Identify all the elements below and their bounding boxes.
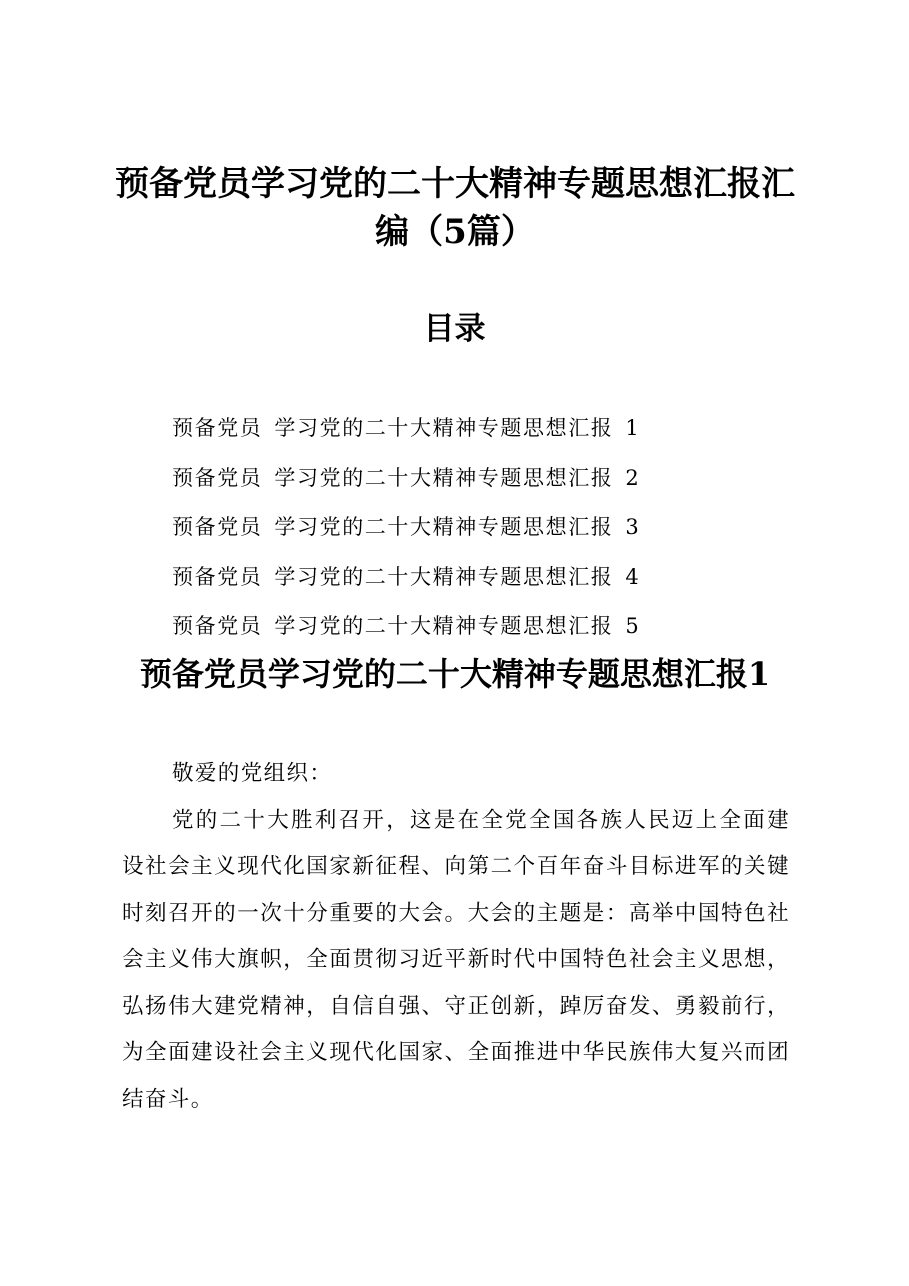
- toc-entry-prefix: 预备党员: [172, 416, 263, 440]
- section-title: 预备党员学习党的二十大精神专题思想汇报1: [139, 655, 771, 693]
- toc-entry-page: 4: [625, 564, 641, 589]
- toc-entry-text: 学习党的二十大精神专题思想汇报: [274, 515, 614, 539]
- toc-entry-page: 3: [625, 515, 641, 539]
- toc-entry-prefix: 预备党员: [172, 564, 263, 589]
- toc-entry-text: 学习党的二十大精神专题思想汇报: [274, 416, 614, 440]
- toc-entry-4[interactable]: [172, 559, 640, 609]
- toc-heading: 目录: [423, 311, 486, 347]
- salutation: 敬爱的党组织：: [172, 761, 333, 786]
- toc-entry-prefix: 预备党员: [172, 515, 263, 539]
- section-body: [122, 751, 790, 1123]
- table-of-contents: [172, 410, 640, 658]
- toc-entry-page: 5: [625, 614, 641, 638]
- toc-entry-page: 1: [625, 416, 641, 440]
- toc-entry-prefix: 预备党员: [172, 465, 263, 490]
- toc-entry-text: 学习党的二十大精神专题思想汇报: [274, 465, 614, 490]
- document-title: 预备党员学习党的二十大精神专题思想汇报汇编（5篇）: [115, 164, 795, 252]
- toc-entry-2[interactable]: [172, 460, 640, 510]
- toc-entry-prefix: 预备党员: [172, 614, 263, 638]
- body-paragraph: 党的二十大胜利召开，这是在全党全国各族人民迈上全面建设社会主义现代化国家新征程、向第二个百年奋斗目标进军的关键时刻召开的一次十分重要的大会。大会的主题是：高举中国特色社会主义伟大旗帜，全面贯彻习近平新时代中国特色社会主义思想，弘扬伟大建党精神，自信自强、守正创新，踔厉奋发、勇毅前行，为全面建设社会主义现代化国家、全面推进中华民族伟大复兴而团结奋斗。: [122, 807, 790, 1112]
- toc-entry-1[interactable]: [172, 410, 640, 460]
- toc-entry-3[interactable]: [172, 509, 640, 559]
- toc-entry-text: 学习党的二十大精神专题思想汇报: [274, 614, 614, 638]
- toc-entry-text: 学习党的二十大精神专题思想汇报: [274, 564, 614, 589]
- toc-entry-page: 2: [625, 465, 641, 490]
